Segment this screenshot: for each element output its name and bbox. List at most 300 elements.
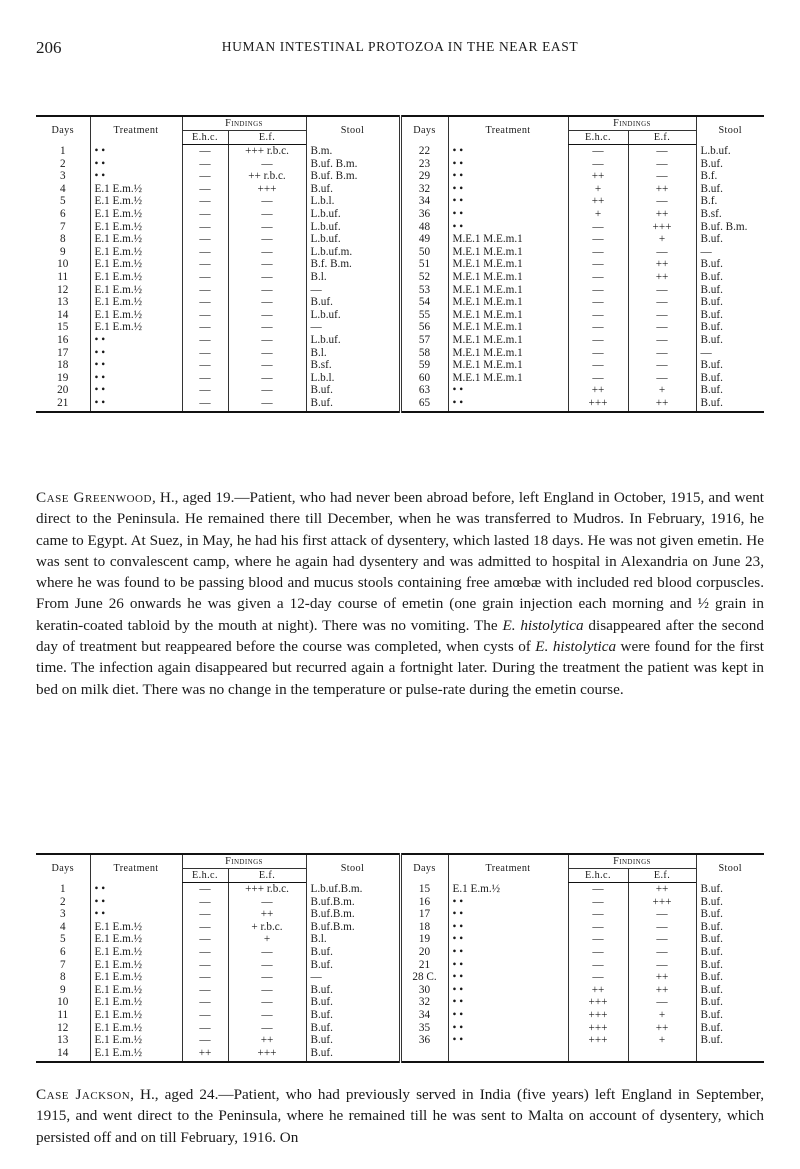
cell-treatment-2: M.E.1 M.E.m.1 — [448, 309, 568, 322]
cell-ef: +++ r.b.c. — [228, 883, 306, 896]
cell-treatment-2: • • — [448, 183, 568, 196]
cell-ehc: — — [182, 933, 228, 946]
cell-ef-2: — — [628, 246, 696, 259]
cell-ehc: — — [182, 384, 228, 397]
cell-stool-2: B.uf. — [696, 384, 764, 397]
cell-stool: B.uf. — [306, 1022, 400, 1035]
cell-ef-2: — — [628, 946, 696, 959]
cell-ehc-2: — — [568, 246, 628, 259]
cell-treatment: E.1 E.m.½ — [90, 933, 182, 946]
table-row — [36, 384, 764, 397]
cell-treatment: E.1 E.m.½ — [90, 258, 182, 271]
col-ef: E.f. — [228, 131, 306, 145]
cell-stool: — — [306, 971, 400, 984]
cell-ehc-2: — — [568, 334, 628, 347]
cell-ef-2: — — [628, 145, 696, 158]
cell-ehc-2: — — [568, 921, 628, 934]
cell-days-2: 60 — [400, 372, 448, 385]
cell-days: 1 — [59, 144, 66, 157]
cell-ef: — — [228, 959, 306, 972]
case-name: Case Jackson — [36, 1086, 131, 1103]
cell-stool: L.b.uf. — [306, 208, 400, 221]
col-stool: Stool — [306, 116, 400, 145]
cell-ehc-2: — — [568, 271, 628, 284]
cell-days: 3 — [59, 908, 66, 921]
cell-ehc: — — [182, 946, 228, 959]
cell-ef: — — [228, 984, 306, 997]
cell-stool-2: B.uf. — [696, 959, 764, 972]
cell-ehc-2: ++ — [568, 170, 628, 183]
cell-ehc: — — [182, 271, 228, 284]
cell-stool: B.uf. — [306, 984, 400, 997]
cell-ehc: — — [182, 1034, 228, 1047]
cell-ef-2: + — [628, 384, 696, 397]
cell-ef: — — [228, 397, 306, 413]
cell-ef: ++ — [228, 1034, 306, 1047]
cell-stool: L.b.l. — [306, 372, 400, 385]
cell-ehc-2: — — [568, 296, 628, 309]
cell-days-2: 34 — [400, 1009, 448, 1022]
species-name: E. histolytica — [535, 638, 617, 656]
cell-stool: B.uf. — [306, 397, 400, 413]
cell-ef: — — [228, 321, 306, 334]
cell-days-2: 59 — [400, 359, 448, 372]
cell-stool-2: B.uf. — [696, 971, 764, 984]
cell-days-2: 55 — [400, 309, 448, 322]
cell-days: 8 — [59, 971, 66, 984]
cell-treatment: E.1 E.m.½ — [90, 296, 182, 309]
cell-ehc-2: ++ — [568, 384, 628, 397]
cell-ehc: ++ — [182, 1047, 228, 1063]
cell-treatment: E.1 E.m.½ — [90, 271, 182, 284]
cell-treatment-2: • • — [448, 933, 568, 946]
species-name: E. histolytica — [502, 616, 584, 634]
cell-ehc-2: — — [568, 896, 628, 909]
cell-days-2: 51 — [400, 258, 448, 271]
cell-days: 9 — [59, 983, 66, 996]
cell-stool: B.l. — [306, 347, 400, 360]
cell-ef-2: — — [628, 334, 696, 347]
cell-ehc-2: ++ — [568, 195, 628, 208]
cell-ef: — — [228, 208, 306, 221]
cell-ehc: — — [182, 984, 228, 997]
cell-treatment: E.1 E.m.½ — [90, 221, 182, 234]
case-name: Case Greenwood — [36, 489, 152, 506]
cell-stool-2: B.uf. B.m. — [696, 221, 764, 234]
cell-stool: L.b.uf. — [306, 221, 400, 234]
cell-treatment-2: M.E.1 M.E.m.1 — [448, 233, 568, 246]
cell-treatment: E.1 E.m.½ — [90, 1034, 182, 1047]
cell-days-2: 32 — [400, 996, 448, 1009]
cell-days: 1 — [59, 882, 66, 895]
cell-treatment: • • — [90, 397, 182, 413]
cell-stool-2: B.uf. — [696, 1009, 764, 1022]
cell-stool: L.b.uf.m. — [306, 246, 400, 259]
cell-treatment: E.1 E.m.½ — [90, 996, 182, 1009]
cell-ef: — — [228, 359, 306, 372]
cell-days-2: 35 — [400, 1022, 448, 1035]
cell-days-2: 36 — [400, 208, 448, 221]
cell-treatment-2: • • — [448, 996, 568, 1009]
cell-ehc: — — [182, 221, 228, 234]
cell-ef: — — [228, 1022, 306, 1035]
cell-ehc-2: — — [568, 933, 628, 946]
cell-days: 5 — [59, 195, 66, 208]
cell-treatment: E.1 E.m.½ — [90, 284, 182, 297]
cell-ef: — — [228, 384, 306, 397]
cell-treatment: E.1 E.m.½ — [90, 1009, 182, 1022]
cell-ef: — — [228, 195, 306, 208]
table-row — [36, 296, 764, 309]
cell-ehc: — — [182, 145, 228, 158]
cell-stool: B.uf. — [306, 1009, 400, 1022]
cell-stool: B.uf. B.m. — [306, 170, 400, 183]
cell-stool-2: B.uf. — [696, 397, 764, 413]
table-row — [36, 984, 764, 997]
cell-ehc: — — [182, 971, 228, 984]
table-row — [36, 397, 764, 413]
cell-stool: B.uf. — [306, 959, 400, 972]
running-title: HUMAN INTESTINAL PROTOZOA IN THE NEAR EAST — [221, 39, 579, 54]
cell-ehc: — — [182, 233, 228, 246]
cell-days: 11 — [57, 270, 69, 283]
cell-treatment-2: M.E.1 M.E.m.1 — [448, 284, 568, 297]
cell-treatment-2: • • — [448, 1009, 568, 1022]
cell-stool-2: B.uf. — [696, 1022, 764, 1035]
cell-stool-2: — — [696, 347, 764, 360]
cell-stool: B.uf. — [306, 183, 400, 196]
cell-stool: B.f. B.m. — [306, 258, 400, 271]
table-row — [36, 183, 764, 196]
cell-days-2: 48 — [400, 221, 448, 234]
cell-stool-2: B.sf. — [696, 208, 764, 221]
table-row — [36, 359, 764, 372]
cell-ehc-2: — — [568, 309, 628, 322]
cell-days-2: 52 — [400, 271, 448, 284]
table-row — [36, 170, 764, 183]
cell-days: 11 — [57, 1008, 69, 1021]
cell-days: 6 — [59, 207, 66, 220]
cell-ehc: — — [182, 258, 228, 271]
cell-treatment: E.1 E.m.½ — [90, 309, 182, 322]
table-row — [36, 933, 764, 946]
cell-ef-2: — — [628, 908, 696, 921]
cell-ef-2: — — [628, 921, 696, 934]
cell-stool: B.uf. — [306, 1034, 400, 1047]
cell-stool-2: B.uf. — [696, 296, 764, 309]
cell-ehc: — — [182, 359, 228, 372]
cell-treatment: E.1 E.m.½ — [90, 946, 182, 959]
case-text-2: disappeared after the second day of treatment but reappeared before the course was completed, when cysts of — [36, 616, 764, 656]
cell-stool: B.uf. — [306, 1047, 400, 1063]
cell-ehc-2: — — [568, 145, 628, 158]
cell-ef: +++ — [228, 183, 306, 196]
cell-treatment: E.1 E.m.½ — [90, 246, 182, 259]
cell-ef-2: ++ — [628, 971, 696, 984]
cell-days: 13 — [57, 1034, 69, 1047]
cell-days-2: 65 — [400, 397, 448, 413]
cell-ehc-2: +++ — [568, 397, 628, 413]
cell-ehc: — — [182, 347, 228, 360]
cell-ehc: — — [182, 296, 228, 309]
cell-ehc-2: +++ — [568, 996, 628, 1009]
cell-treatment: • • — [90, 359, 182, 372]
cell-ehc-2: — — [568, 883, 628, 896]
cell-treatment-2: • • — [448, 1022, 568, 1035]
cell-treatment: E.1 E.m.½ — [90, 984, 182, 997]
cell-days-2: 23 — [400, 158, 448, 171]
cell-days: 7 — [59, 220, 66, 233]
cell-stool-2 — [696, 1047, 764, 1063]
cell-treatment-2: • • — [448, 946, 568, 959]
cell-treatment-2: • • — [448, 921, 568, 934]
cell-ef: — — [228, 296, 306, 309]
col-treatment: Treatment — [90, 116, 182, 145]
col-ef-2: E.f. — [628, 131, 696, 145]
cell-days-2: 17 — [400, 908, 448, 921]
cell-days: 5 — [59, 933, 66, 946]
cell-ehc: — — [182, 883, 228, 896]
cell-ehc-2: — — [568, 347, 628, 360]
cell-ef-2: — — [628, 347, 696, 360]
col-findings: Findings — [182, 116, 306, 131]
cell-days: 3 — [59, 170, 66, 183]
cell-days: 10 — [57, 996, 69, 1009]
table-row — [36, 946, 764, 959]
case-jackson-paragraph — [36, 1084, 764, 1148]
cell-ef: — — [228, 246, 306, 259]
cell-ef-2: + — [628, 233, 696, 246]
cell-days: 2 — [59, 157, 66, 170]
cell-ehc: — — [182, 996, 228, 1009]
cell-ef: + r.b.c. — [228, 921, 306, 934]
cell-days: 16 — [57, 333, 69, 346]
cell-ef-2: — — [628, 996, 696, 1009]
col-days: Days — [36, 854, 90, 883]
cell-ehc: — — [182, 321, 228, 334]
cell-ef: — — [228, 309, 306, 322]
cell-days-2: 53 — [400, 284, 448, 297]
cell-stool-2: B.uf. — [696, 321, 764, 334]
cell-ef-2 — [628, 1047, 696, 1063]
cell-ef-2: + — [628, 1009, 696, 1022]
cell-stool: B.uf. — [306, 296, 400, 309]
col-treatment-2: Treatment — [448, 116, 568, 145]
table-row — [36, 195, 764, 208]
cell-treatment-2: • • — [448, 384, 568, 397]
cell-ehc-2: — — [568, 258, 628, 271]
cell-stool: B.uf. — [306, 384, 400, 397]
table-row — [36, 158, 764, 171]
cell-ehc-2: — — [568, 233, 628, 246]
cell-stool: L.b.uf.B.m. — [306, 883, 400, 896]
cell-treatment-2: • • — [448, 397, 568, 413]
cell-treatment: • • — [90, 334, 182, 347]
cell-treatment-2: M.E.1 M.E.m.1 — [448, 334, 568, 347]
cell-stool-2: B.uf. — [696, 921, 764, 934]
cell-stool: B.uf. — [306, 946, 400, 959]
cell-ehc-2: +++ — [568, 1009, 628, 1022]
cell-ef: ++ r.b.c. — [228, 170, 306, 183]
cell-ehc-2: — — [568, 359, 628, 372]
cell-days: 8 — [59, 233, 66, 246]
cell-ef: — — [228, 996, 306, 1009]
table-row — [36, 309, 764, 322]
cell-ehc-2: ++ — [568, 984, 628, 997]
cell-treatment: E.1 E.m.½ — [90, 208, 182, 221]
cell-ehc-2: +++ — [568, 1034, 628, 1047]
cell-stool: B.l. — [306, 933, 400, 946]
cell-ef: — — [228, 271, 306, 284]
cell-stool-2: B.uf. — [696, 372, 764, 385]
cell-treatment: E.1 E.m.½ — [90, 1022, 182, 1035]
cell-stool-2: B.uf. — [696, 933, 764, 946]
cell-ehc: — — [182, 170, 228, 183]
cell-stool: B.uf. — [306, 996, 400, 1009]
cell-days-2: 36 — [400, 1034, 448, 1047]
col-days-2: Days — [400, 854, 448, 883]
cell-stool-2: B.uf. — [696, 359, 764, 372]
cell-ef-2: — — [628, 170, 696, 183]
table-row — [36, 246, 764, 259]
cell-ehc: — — [182, 334, 228, 347]
cell-treatment-2 — [448, 1047, 568, 1063]
cell-stool-2: B.f. — [696, 170, 764, 183]
cell-days: 4 — [59, 920, 66, 933]
table-row — [36, 145, 764, 158]
cell-ef: — — [228, 946, 306, 959]
cell-ef-2: — — [628, 933, 696, 946]
cell-treatment: E.1 E.m.½ — [90, 321, 182, 334]
cell-ef: — — [228, 233, 306, 246]
cell-ef-2: — — [628, 959, 696, 972]
cell-ef: — — [228, 971, 306, 984]
cell-stool-2: — — [696, 246, 764, 259]
cell-ef-2: +++ — [628, 221, 696, 234]
table-row — [36, 258, 764, 271]
cell-ehc: — — [182, 397, 228, 413]
cell-treatment-2: • • — [448, 908, 568, 921]
cell-ef-2: +++ — [628, 896, 696, 909]
table-row — [36, 1022, 764, 1035]
cell-treatment-2: • • — [448, 1034, 568, 1047]
table-row — [36, 1034, 764, 1047]
cell-treatment: E.1 E.m.½ — [90, 195, 182, 208]
cell-ehc-2: — — [568, 284, 628, 297]
col-stool-2: Stool — [696, 116, 764, 145]
table-row — [36, 896, 764, 909]
cell-days: 21 — [36, 397, 90, 413]
cell-ef: — — [228, 334, 306, 347]
cell-treatment-2: • • — [448, 221, 568, 234]
cell-days-2: 18 — [400, 921, 448, 934]
cell-days-2: 21 — [400, 959, 448, 972]
cell-days-2: 15 — [400, 883, 448, 896]
page-header — [36, 38, 764, 62]
cell-ehc-2: — — [568, 908, 628, 921]
cell-ehc: — — [182, 208, 228, 221]
cell-treatment: E.1 E.m.½ — [90, 971, 182, 984]
cell-stool: — — [306, 284, 400, 297]
cell-ef: — — [228, 158, 306, 171]
cell-days-2: 30 — [400, 984, 448, 997]
table-row — [36, 233, 764, 246]
cell-stool: — — [306, 321, 400, 334]
cell-days-2: 16 — [400, 896, 448, 909]
cell-stool-2: B.f. — [696, 195, 764, 208]
cell-days: 2 — [59, 895, 66, 908]
cell-stool-2: B.uf. — [696, 233, 764, 246]
cell-days: 14 — [36, 1047, 90, 1063]
cell-stool-2: B.uf. — [696, 284, 764, 297]
col-findings-2: Findings — [568, 854, 696, 869]
table-row — [36, 959, 764, 972]
cell-ef-2: — — [628, 195, 696, 208]
cell-stool: B.uf.B.m. — [306, 896, 400, 909]
cell-ef: — — [228, 1009, 306, 1022]
cell-treatment: E.1 E.m.½ — [90, 959, 182, 972]
cell-ehc: — — [182, 284, 228, 297]
cell-stool-2: B.uf. — [696, 258, 764, 271]
cell-ehc-2: — — [568, 158, 628, 171]
cell-treatment-2: • • — [448, 896, 568, 909]
cell-treatment-2: M.E.1 M.E.m.1 — [448, 372, 568, 385]
table-row — [36, 908, 764, 921]
cell-days-2: 29 — [400, 170, 448, 183]
col-ehc: E.h.c. — [182, 131, 228, 145]
cell-stool: L.b.uf. — [306, 233, 400, 246]
cell-stool-2: B.uf. — [696, 334, 764, 347]
cell-treatment-2: M.E.1 M.E.m.1 — [448, 359, 568, 372]
cell-stool-2: B.uf. — [696, 158, 764, 171]
cell-days-2: 28 C. — [400, 971, 448, 984]
cell-ef-2: — — [628, 296, 696, 309]
cell-ehc-2: — — [568, 946, 628, 959]
cell-stool: B.m. — [306, 145, 400, 158]
cell-days: 14 — [57, 308, 69, 321]
cell-ef-2: — — [628, 359, 696, 372]
cell-days-2: 50 — [400, 246, 448, 259]
cell-ef: +++ r.b.c. — [228, 145, 306, 158]
cell-treatment: E.1 E.m.½ — [90, 183, 182, 196]
cell-ehc-2: +++ — [568, 1022, 628, 1035]
cell-days-2: 58 — [400, 347, 448, 360]
table-row — [36, 334, 764, 347]
cell-stool: B.uf. B.m. — [306, 158, 400, 171]
cell-days: 17 — [57, 346, 69, 359]
cell-treatment-2: • • — [448, 971, 568, 984]
case-text-3: were found for the first time. The infection again disappeared but recurred again a fortnight later. During the treatment the patient was kept in bed on milk diet. There was no change in the temperature or pulse-rate during the emetin course. — [36, 638, 764, 698]
cell-ehc-2: — — [568, 321, 628, 334]
cell-ehc-2 — [568, 1047, 628, 1063]
cell-ehc: — — [182, 1009, 228, 1022]
cell-days-2: 49 — [400, 233, 448, 246]
cell-ef: — — [228, 347, 306, 360]
cell-days: 7 — [59, 958, 66, 971]
cell-stool: L.b.l. — [306, 195, 400, 208]
cell-treatment-2: M.E.1 M.E.m.1 — [448, 246, 568, 259]
cell-ef-2: ++ — [628, 208, 696, 221]
cell-days-2 — [400, 1047, 448, 1063]
cell-ef-2: — — [628, 321, 696, 334]
cell-treatment: E.1 E.m.½ — [90, 233, 182, 246]
table-row — [36, 1047, 764, 1063]
cell-days-2: 54 — [400, 296, 448, 309]
cell-days: 20 — [57, 384, 69, 397]
cell-ef-2: ++ — [628, 183, 696, 196]
cell-stool-2: B.uf. — [696, 271, 764, 284]
cell-days: 13 — [57, 296, 69, 309]
